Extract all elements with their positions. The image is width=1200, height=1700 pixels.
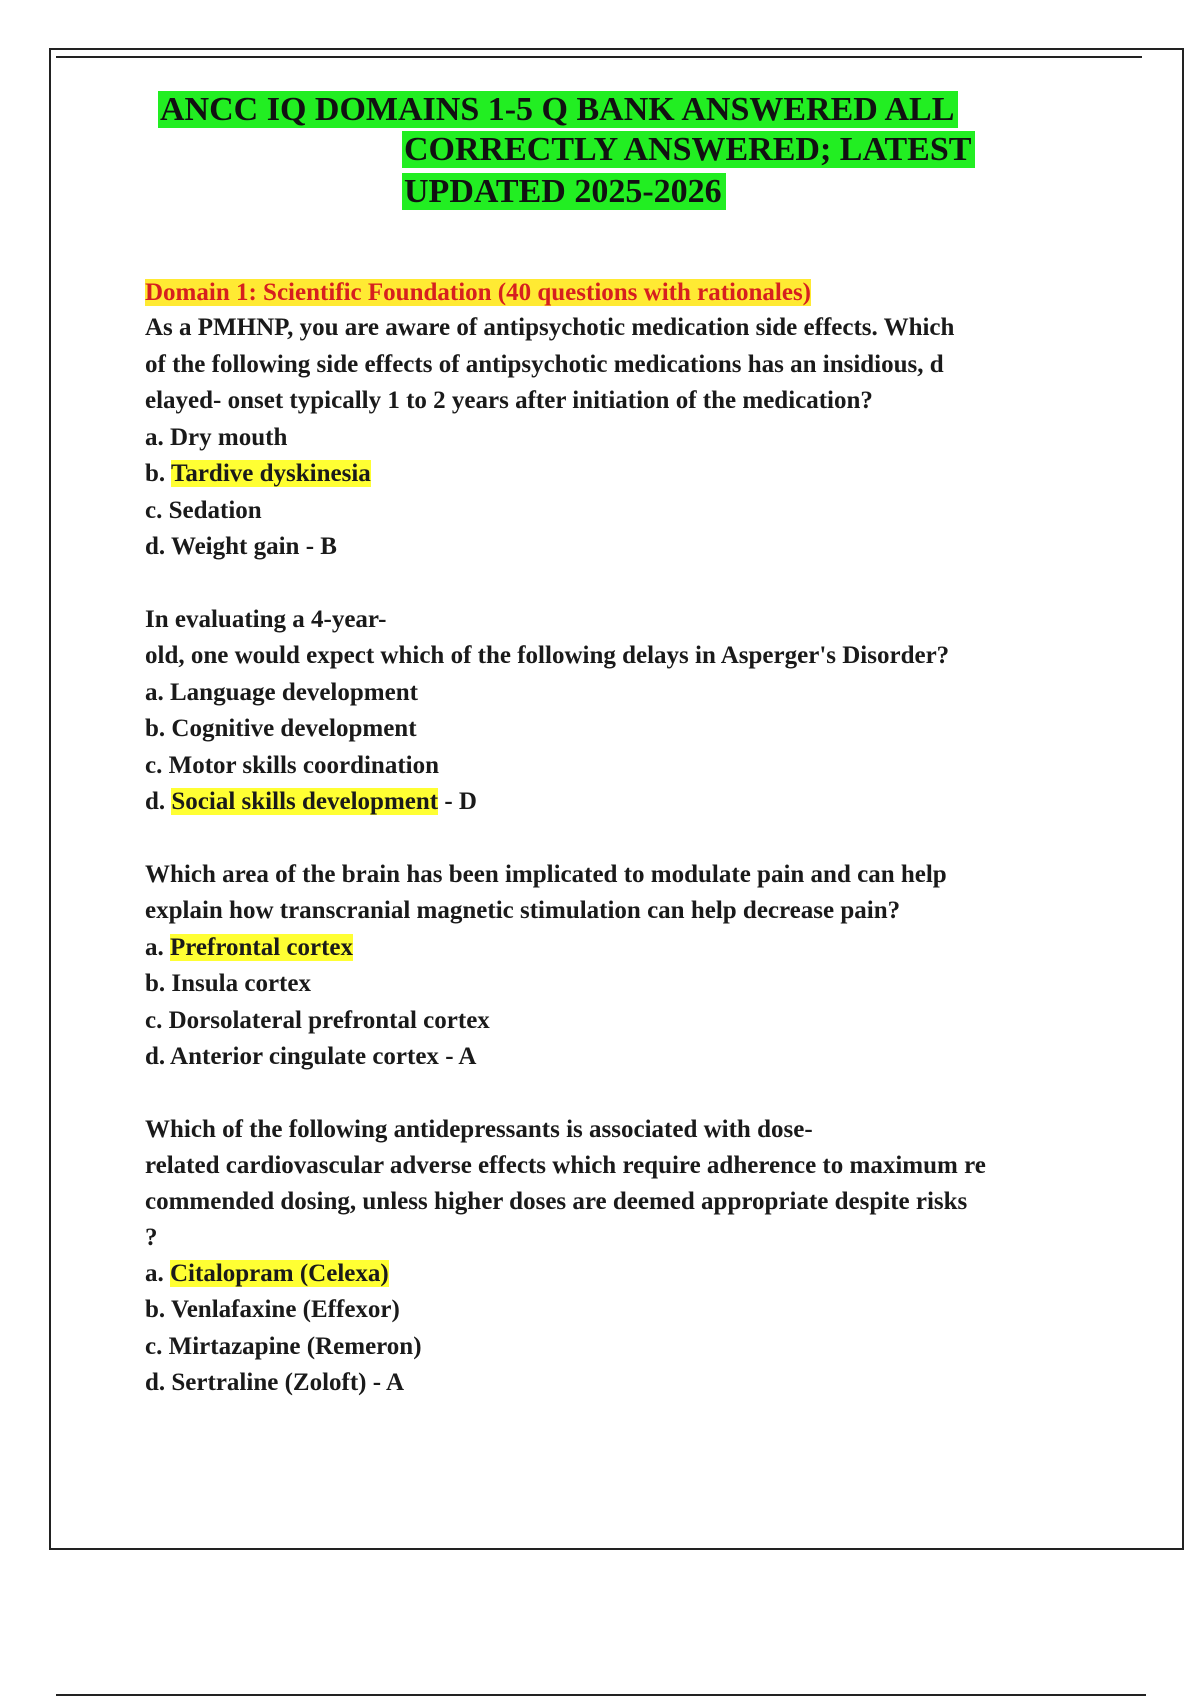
option-d: d. Sertraline (Zoloft) - A [145,1369,404,1396]
option-b: b. Cognitive development [145,715,417,742]
domain-heading: Domain 1: Scientific Foundation (40 questions with rationales) [145,279,812,306]
spacer [145,821,1095,857]
document-title-line-1: ANCC IQ DOMAINS 1-5 Q BANK ANSWERED ALL [158,90,958,130]
correct-answer-highlight: Social skills development [171,788,439,815]
question-stem: Which area of the brain has been implicated to modulate pain and can help explain how transcranial magnetic stimulation can help decrease pain? [145,860,947,924]
question-2 [145,602,1095,821]
spacer [145,566,1095,602]
option-d: d. Anterior cingulate cortex - A [145,1043,477,1070]
document-title-line-2: CORRECTLY ANSWERED; LATEST [402,130,975,170]
option-b-correct: b. Tardive dyskinesia [145,460,371,487]
question-stem: As a PMHNP, you are aware of antipsychotic medication side effects. Which of the following side effects of antipsychotic medications has an insidious, d elayed- onset typically 1 to 2 years after initiation of the medication? [145,314,955,414]
document-title-line-3: UPDATED 2025-2026 [402,172,726,212]
question-stem: In evaluating a 4-year- old, one would expect which of the following delays in Asperger's Disorder? [145,605,950,669]
option-b: b. Venlafaxine (Effexor) [145,1296,400,1323]
correct-answer-highlight: Prefrontal cortex [170,933,354,961]
correct-answer-highlight: Citalopram (Celexa) [170,1259,389,1287]
option-a: a. Dry mouth [145,423,288,451]
question-4 [145,1112,1095,1402]
option-d-correct: d. Social skills development - D [145,788,477,815]
option-c: c. Sedation [145,496,262,524]
bottom-rule [56,1694,1146,1696]
correct-answer-highlight: Tardive dyskinesia [170,460,371,487]
option-a-correct: a. Prefrontal cortex [145,933,354,961]
question-bank [145,276,1095,1402]
option-b: b. Insula cortex [145,970,311,997]
option-c: c. Dorsolateral prefrontal cortex [145,1006,490,1034]
answer-options [145,420,1095,566]
answer-options [145,1256,1095,1402]
option-c: c. Mirtazapine (Remeron) [145,1332,422,1360]
option-d: d. Weight gain - B [145,533,337,560]
option-c: c. Motor skills coordination [145,751,439,779]
spacer [145,1076,1095,1112]
answer-options [145,675,1095,821]
question-stem: Which of the following antidepressants is associated with dose- related cardiovascular adverse effects which require adherence to maximum re commended dosing, unless higher doses are deemed appropriate despite risks ? [145,1115,986,1251]
option-a-correct: a. Citalopram (Celexa) [145,1259,389,1287]
answer-options [145,930,1095,1076]
question-3 [145,857,1095,1076]
question-1 [145,310,1095,566]
option-a: a. Language development [145,678,418,706]
